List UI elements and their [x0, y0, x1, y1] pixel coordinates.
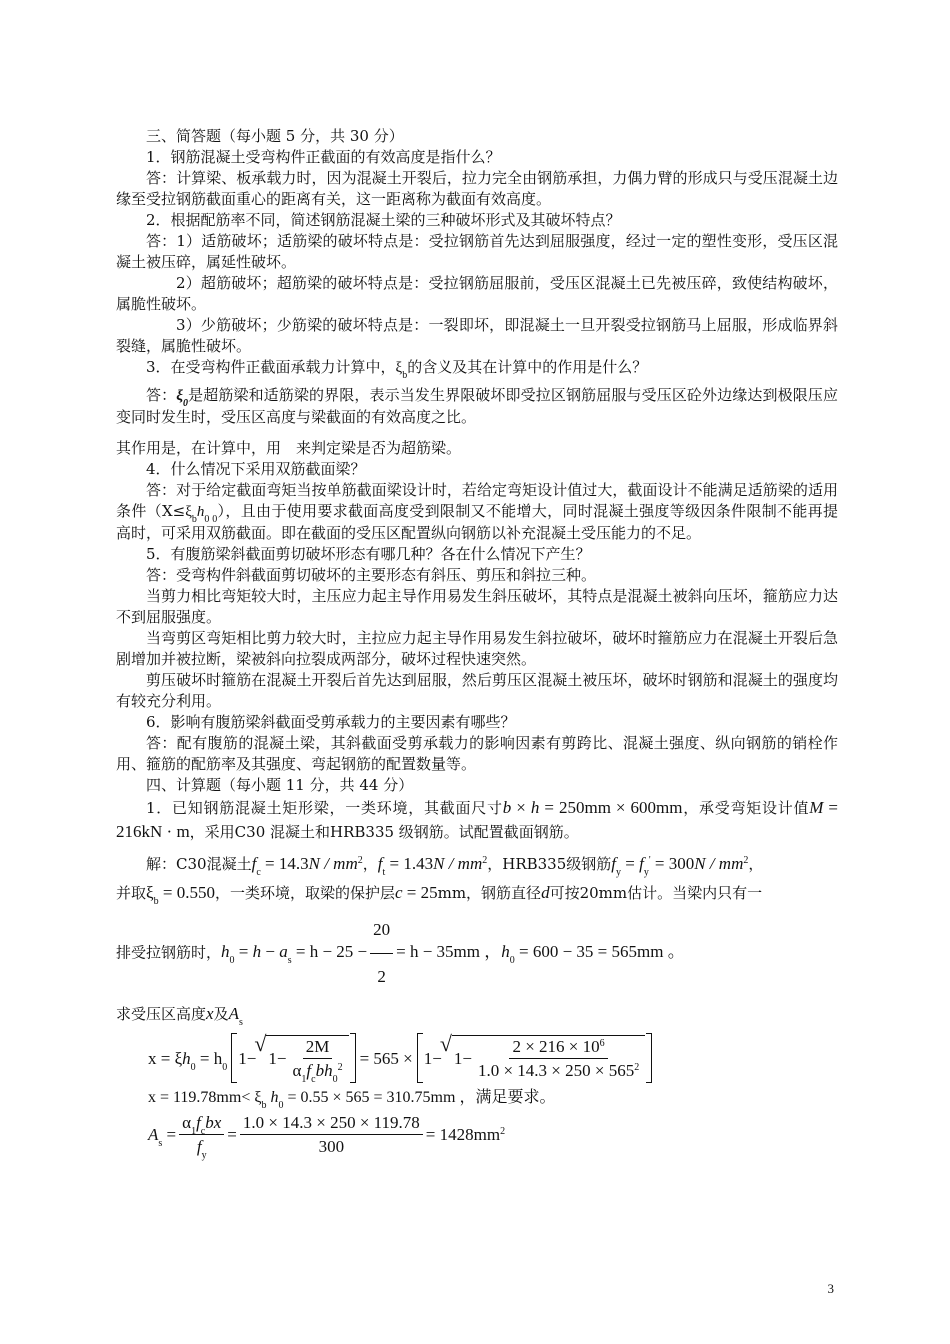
answer-6: 答：配有腹筋的混凝土梁，其斜截面受剪承载力的影响因素有剪跨比、混凝土强度、纵向钢筋的销栓作用、箍筋的配筋率及其强度、弯起钢筋的配置数量等。	[116, 734, 838, 773]
answer-5-1: 答：受弯构件斜截面剪切破坏的主要形态有斜压、剪压和斜拉三种。	[146, 566, 597, 584]
section4-title: 四、计算题（每小题 11 分，共 44 分）	[146, 776, 414, 794]
question-6: 6．影响有腹筋梁斜截面受剪承载力的主要因素有哪些？	[146, 713, 516, 731]
solution-line-1: 解：C30混凝土$f_c = 14.3N / mm^2$，$f_t = 1.43N / mm^2$，HRB335级钢筋$f_y = f_y' = 300N / mm^2$，	[146, 854, 764, 878]
answer-5-4: 剪压破坏时箍筋在混凝土开裂后首先达到屈服，然后剪压区混凝土被压坏，破坏时钢筋和混凝土的强度均有较充分利用。	[116, 671, 838, 710]
section3-title: 三、简答题（每小题 5 分，共 30 分）	[146, 127, 404, 145]
xi-b-symbol: $\xi_b$	[395, 360, 408, 381]
question-5: 5．有腹筋梁斜截面剪切破坏形态有哪几种？各在什么情况下产生？	[146, 545, 591, 563]
answer-2-3: 3）少筋破坏；少筋梁的破坏特点是：一裂即坏，即混凝土一旦开裂受拉钢筋马上屈服，形成临界斜裂缝，属脆性破坏。	[116, 316, 838, 355]
xi-0-symbol: $\xi_0$	[176, 388, 188, 409]
page-number: 3	[827, 1281, 834, 1296]
equation-As: $A_s$ = $\frac{\alpha_1f_cbx}{f_y}$ = $\frac{1.0 \times 14.3 \times 250 \times 119.78}{300}$ = $1428mm^2$	[148, 1113, 506, 1161]
solution-line-3: 排受拉钢筋时，$h_0 = h - a_s = h - 25$ − $\frac{20}{2}$ = h − 35mm ，$h_0 = 600 - 35 = 565mm$ 。	[116, 908, 838, 999]
problem-1: 1．已知钢筋混凝土矩形梁，一类环境，其截面尺寸b × h = 250mm × 600mm，承受弯矩设计值M = 216kN · m，采用C30 混凝土和HRB335 级钢筋。试配置截面钢筋。	[116, 798, 838, 841]
answer-1: 答：计算梁、板承载力时，因为混凝土开裂后，拉力完全由钢筋承担，力偶力臂的形成只与受压混凝土边缘至受拉钢筋截面重心的距离有关，这一距离称为截面有效高度。	[116, 169, 838, 208]
answer-5-3: 当弯剪区弯矩相比剪力较大时，主拉应力起主导作用易发生斜拉破坏，破坏时箍筋应力在混凝土开裂后急剧增加并被拉断，梁被斜向拉裂成两部分，破坏过程快速突然。	[116, 629, 838, 668]
answer-3-use: 其作用是，在计算中，用 来判定梁是否为超筋梁。	[116, 439, 462, 457]
question-2: 2．根据配筋率不同，简述钢筋混凝土梁的三种破坏形式及其破坏特点？	[146, 211, 621, 229]
answer-3: 答：$\xi_0$是超筋梁和适筋梁的界限，表示当发生界限破坏即受拉区钢筋屈服与受压区砼外边缘达到极限压应变同时发生时，受压区高度与梁截面的有效高度之比。	[116, 386, 838, 426]
question-3: 3．在受弯构件正截面承载力计算中，$\xi_b$的含义及其在计算中的作用是什么？	[146, 358, 648, 381]
question-4: 4．什么情况下采用双筋截面梁？	[146, 460, 366, 478]
equation-x: $x = \xi h_0 = h_0$ 1− √ 1− $\frac{2M}{\alpha_1f_cbh_0^2}$ = 565 × 1− √ 1− $\frac{2 \times 216 \times 10^6}{1.0 \times 14.3 \times 250 \times 565^2}$	[148, 1033, 838, 1083]
answer-2-2: 2）超筋破坏；超筋梁的破坏特点是：受拉钢筋屈服前，受压区混凝土已先被压碎，致使结构破坏，属脆性破坏。	[116, 274, 838, 313]
question-1: 1．钢筋混凝土受弯构件正截面的有效高度是指什么？	[146, 148, 501, 166]
equation-x-check: $x = 119.78mm< \xi_b$ $h_0 = 0.55 \times 565 = 310.75mm$ ，满足要求。	[148, 1089, 556, 1111]
answer-4: 答：对于给定截面弯矩当按单筋截面梁设计时，若给定弯矩设计值过大，截面设计不能满足适筋梁的适用条件$(X\le\xi_bh_{0 0})$，且由于使用要求截面高度受到限制又不能增大，同时混凝土强度等级因条件限制不能再提高时，可采用双筋截面。即在截面的受压区配置纵向钢筋以补充混凝土受压能力的不足。	[116, 481, 838, 542]
solution-line-4: 求受压区高度x及$A_s$	[116, 1004, 243, 1028]
answer-2-1: 答：1）适筋破坏；适筋梁的破坏特点是：受拉钢筋首先达到屈服强度，经过一定的塑性变形，受压区混凝土被压碎，属延性破坏。	[116, 232, 838, 271]
solution-line-2: 并取$\xi_b = 0.550$，一类环境，取梁的保护层c = 25mm，钢筋直径d可按20mm估计。当梁内只有一	[116, 883, 763, 907]
document-page	[116, 126, 838, 1161]
answer-5-2: 当剪力相比弯矩较大时，主压应力起主导作用易发生斜压破坏，其特点是混凝土被斜向压坏，箍筋应力达不到屈服强度。	[116, 587, 838, 626]
